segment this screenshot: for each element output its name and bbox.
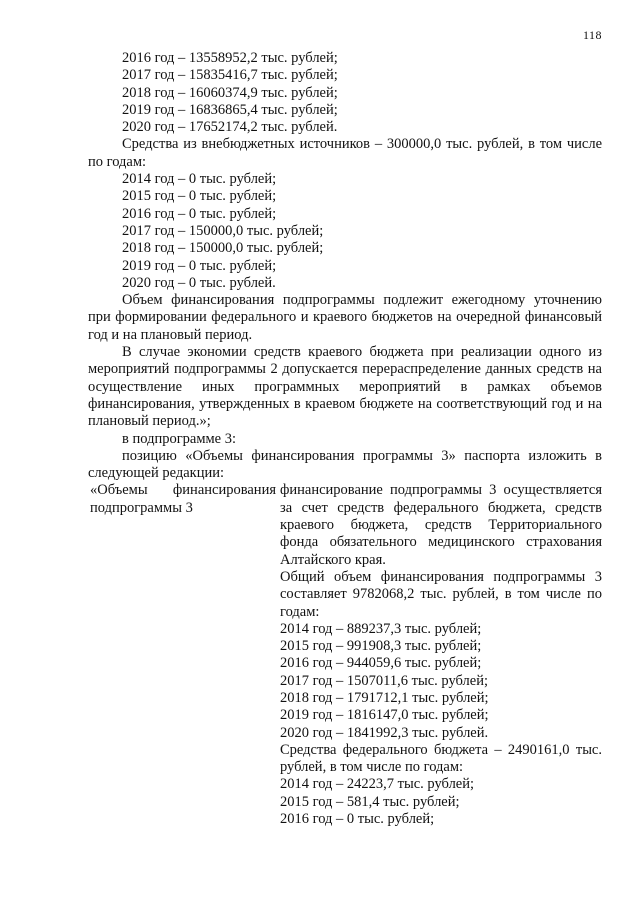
- passport-table-value-cell: [276, 482, 602, 828]
- paragraph-position: позицию «Объемы финансирования программы 3» паспорта изложить в следующей редакции:: [88, 447, 602, 482]
- financing-intro: финансирование подпрограммы 3 осуществляется за счет средств федерального бюджета, средств краевого бюджета, средств Территориального фонда обязательного медицинского страхования Алтайского края.: [280, 482, 602, 568]
- passport-table: [88, 482, 602, 828]
- year-line: 2017 год – 150000,0 тыс. рублей;: [122, 222, 324, 239]
- year-line: 2019 год – 16836865,4 тыс. рублей;: [122, 101, 338, 118]
- year-line: 2018 год – 150000,0 тыс. рублей;: [122, 240, 324, 257]
- year-line: 2016 год – 13558952,2 тыс. рублей;: [122, 50, 338, 66]
- label-line: подпрограммы 3: [90, 499, 193, 516]
- year-line: 2017 год – 15835416,7 тыс. рублей;: [122, 67, 338, 84]
- year-line: 2018 год – 16060374,9 тыс. рублей;: [122, 84, 338, 101]
- paragraph-economy: В случае экономии средств краевого бюджета при реализации одного из мероприятий подпрограммы 2 допускается перераспределение данных средств на осуществление иных программных мероприятий в рамках объемов финансирования, утвержденных в краевом бюджете на соответствующий год и на плановый период.»;: [88, 344, 602, 430]
- year-line: 2020 год – 1841992,3 тыс. рублей.: [280, 724, 489, 741]
- year-line: 2016 год – 944059,6 тыс. рублей;: [280, 655, 482, 672]
- year-line: 2015 год – 0 тыс. рублей;: [122, 188, 277, 205]
- year-line: 2016 год – 0 тыс. рублей;: [122, 205, 277, 222]
- year-line: 2014 год – 24223,7 тыс. рублей;: [280, 776, 475, 793]
- passport-table-label-cell: [88, 482, 276, 828]
- label-word: финансирования: [172, 482, 276, 499]
- year-line: 2020 год – 17652174,2 тыс. рублей.: [122, 119, 338, 136]
- page-content: [88, 50, 602, 828]
- year-line: 2016 год – 0 тыс. рублей;: [280, 811, 435, 828]
- extrabudget-intro: Средства из внебюджетных источников – 300000,0 тыс. рублей, в том числе по годам:: [88, 136, 602, 170]
- label-word: «Объемы: [90, 482, 148, 499]
- federal-budget: Средства федерального бюджета – 2490161,0 тыс. рублей, в том числе по годам:: [280, 741, 602, 776]
- year-line: 2019 год – 0 тыс. рублей;: [122, 257, 277, 274]
- paragraph-volume: Объем финансирования подпрограммы подлежит ежегодному уточнению при формировании федерального и краевого бюджетов на очередной финансовый год и на плановый период.: [88, 292, 602, 343]
- year-line: 2019 год – 1816147,0 тыс. рублей;: [280, 707, 489, 724]
- year-line: 2018 год – 1791712,1 тыс. рублей;: [280, 689, 489, 706]
- year-line: 2015 год – 991908,3 тыс. рублей;: [280, 638, 482, 655]
- paragraph-subprogram-3: в подпрограмме 3:: [122, 430, 237, 447]
- year-line: 2020 год – 0 тыс. рублей.: [122, 274, 276, 291]
- year-line: 2014 год – 889237,3 тыс. рублей;: [280, 620, 482, 637]
- page-number: 118: [583, 28, 603, 42]
- year-line: 2014 год – 0 тыс. рублей;: [122, 171, 277, 188]
- year-line: 2017 год – 1507011,6 тыс. рублей;: [280, 672, 488, 689]
- year-line: 2015 год – 581,4 тыс. рублей;: [280, 793, 460, 810]
- financing-total: Общий объем финансирования подпрограммы 3 составляет 9782068,2 тыс. рублей, в том числе по годам:: [280, 568, 602, 620]
